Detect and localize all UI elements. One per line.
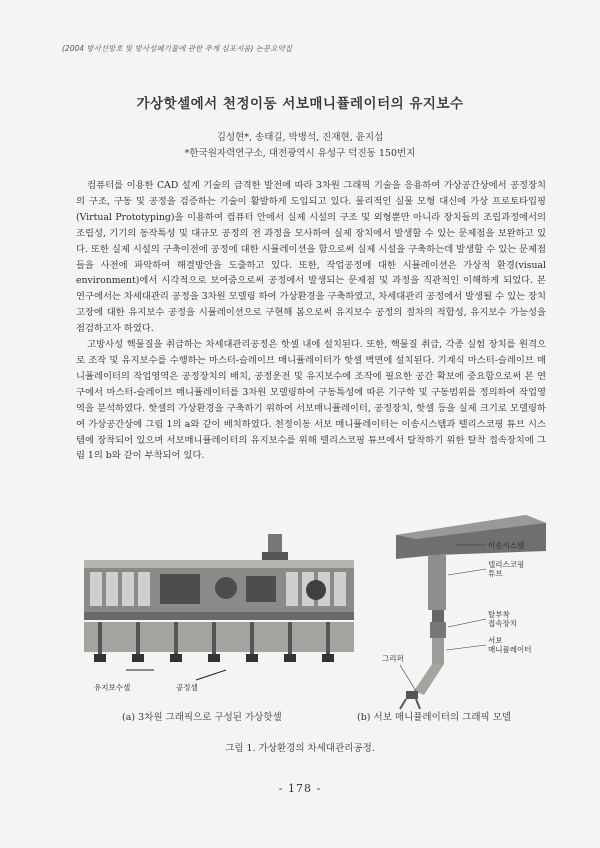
label-process-cell: 공정셀 — [176, 683, 198, 692]
paper-affiliation: *한국원자력연구소, 대전광역시 유성구 덕진동 150번지 — [184, 148, 416, 159]
label-gripper: 그리퍼 — [382, 654, 404, 663]
running-header: (2004 방사선방호 및 방사성폐기물에 관한 추계 심포지움) 논문요약집 — [62, 44, 292, 53]
paper-authors: 김성현*, 송태길, 박병석, 진재현, 윤지섭 — [216, 132, 384, 143]
servo-manipulator-model — [376, 515, 556, 715]
caption-panel-b: (b) 서보 매니퓰레이터의 그래픽 모델 — [357, 712, 512, 723]
caption-panel-a: (a) 3차원 그래픽으로 구성된 가상핫셀 — [122, 712, 282, 723]
label-maintenance-cell: 유지보수셀 — [94, 683, 131, 692]
label-servo-manipulator: 서보 매니퓰레이터 — [488, 636, 532, 654]
paragraph-1: 컴퓨터를 이용한 CAD 설계 기술의 급격한 발전에 따라 3차원 그래픽 기술을 응용하여 가상공간상에서 공정장치의 구조, 구동 및 공정을 검증하는 기술이 활발하게 도입되고 있다. 물리적인 실물 모형 대신에 가상 프로토타입핑(Virtual Prototyping)을 이용하여 컴퓨터 안에서 실제 시설의 구조 및 외형뿐만 아니라 장치들의 조립과정에서의 조립성, 기기의 동작특성 및 대규모 공정의 전 과정을 모사하여 실제 장치에서 발생할 수 있는 문제점을 보완하고 있다. 또한 실제 시설의 구축이전에 공정에 대한 시뮬레이션을 함으로써 실제 시설을 구축하는데 발생할 수 있는 문제점들을 사전에 파악하여 해결방안을 도출하고 있다. 또한, 작업공정에 대한 시뮬레이션은 가상적 환경(visual environment)에서 시각적으로 보여줌으로써 공정에서 발생되는 문제점 및 과정을 직관적인 이해하게 되었다. 본 연구에서는 차세대관리 공정을 3차원 모델링 하여 가상환경을 구축하였고, 차세대관리 공정에서 발생될 수 있는 장치 고장에 대한 유지보수 공정을 시뮬레이션으로 구현해 봄으로써 유지보수 공정의 절차의 적합성, 유지보수 가능성을 점검하고자 하였다. — [76, 180, 546, 335]
figure-caption: 그림 1. 가상환경의 차세대관리공정. — [225, 743, 375, 754]
figure-1 — [76, 515, 556, 735]
label-telescoping-tube: 텔리스코핑 튜브 — [488, 560, 525, 578]
label-transport-system: 이송시스템 — [488, 541, 525, 550]
paragraph-2: 고방사성 핵물질을 취급하는 차세대관리공정은 핫셀 내에 설치된다. 또한, 핵물질 취급, 각종 실험 장치를 원격으로 조작 및 유지보수를 수행하는 마스터-슬레이브 매니퓰레이터가 핫셀 벽면에 설치된다. 기계식 마스터-슬레이브 매니퓰레이터의 작업영역은 공정장치의 배치, 공정운전 및 유지보수에 조작에 필요한 공간 확보에 중요함으로써 본 연구에서 마스터-슬레이브 매니퓰레이터를 3차원 모델링하여 구동특성에 따른 기구학 및 구동범위를 정의하여 작업영역을 분석하였다. 핫셀의 가상환경을 구축하기 위하여 서보매니퓰레이터, 공정장치, 핫셀 등을 실제 크기로 모델링하여 가상공간상에 그림 1의 a와 같이 배치하였다. 천정이동 서보 매니퓰레이터는 이송시스템과 텔리스코핑 튜브 시스템에 장착되어 있으며 서보매니퓰레이터의 유지보수를 위해 텔리스코핑 튜브에서 탈착하기 위한 탈착 접속장치에 그림 1의 b와 같이 부착되어 있다. — [76, 339, 546, 462]
paper-title: 가상핫셀에서 천정이동 서보매니퓰레이터의 유지보수 — [136, 96, 464, 112]
body-text — [76, 178, 546, 464]
hot-cell-3d-render — [76, 530, 376, 710]
page-number: - 178 - — [278, 782, 322, 795]
label-attach-joint: 탈부착 접속장치 — [488, 610, 517, 628]
